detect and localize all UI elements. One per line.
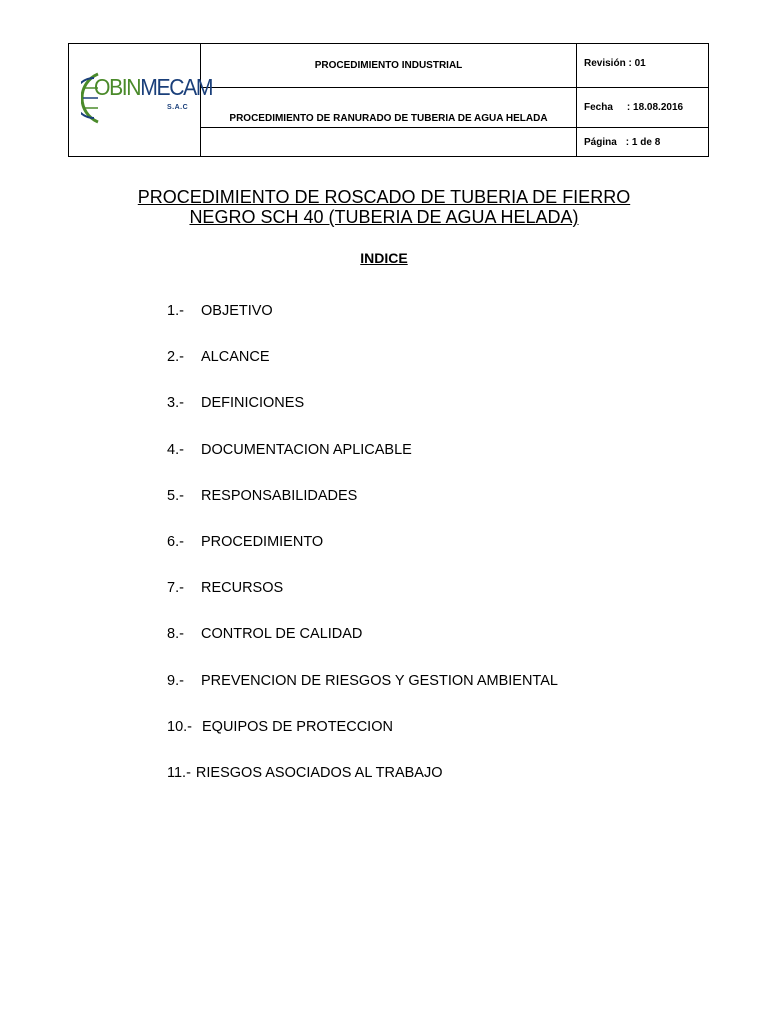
toc-item-label: PREVENCION DE RIESGOS Y GESTION AMBIENTAL — [201, 672, 558, 689]
toc-item-label: RESPONSABILIDADES — [201, 487, 358, 504]
toc-item — [167, 719, 558, 765]
page-field — [577, 128, 709, 157]
header-subtitle: PROCEDIMIENTO DE RANURADO DE TUBERIA DE AGUA HELADA — [201, 88, 577, 128]
revision-label: Revisión — [584, 58, 626, 69]
page-value: : 1 de 8 — [625, 136, 661, 148]
toc-item-number: 7.- — [167, 580, 184, 597]
toc-item — [167, 765, 558, 811]
toc-item-number: 3.- — [167, 395, 184, 412]
toc-item — [167, 673, 558, 719]
toc-item-number: 8.- — [167, 626, 184, 643]
toc-item-label: DEFINICIONES — [201, 395, 305, 412]
toc-item-label: RECURSOS — [201, 580, 284, 597]
toc-item — [167, 534, 558, 580]
document-header — [68, 43, 709, 157]
date-value: : 18.08.2016 — [626, 102, 684, 113]
page-label: Página — [584, 136, 617, 148]
toc-item — [167, 580, 558, 626]
date-field — [577, 88, 709, 128]
toc-item-label: CONTROL DE CALIDAD — [201, 626, 363, 643]
document-title — [0, 187, 768, 227]
header-empty-cell — [201, 128, 577, 157]
document-title-line2: NEGRO SCH 40 (TUBERIA DE AGUA HELADA) — [189, 207, 579, 227]
toc-item-label: DOCUMENTACION APLICABLE — [201, 441, 412, 458]
toc-item-number: 5.- — [167, 487, 184, 504]
index-heading: INDICE — [360, 250, 408, 266]
document-title-line1: PROCEDIMIENTO DE ROSCADO DE TUBERIA DE FIERRO — [137, 187, 631, 207]
table-of-contents — [167, 303, 558, 811]
toc-item-label: ALCANCE — [201, 349, 270, 366]
toc-item-number: 1.- — [167, 303, 184, 319]
toc-item-number: 6.- — [167, 533, 184, 550]
toc-item — [167, 395, 558, 441]
date-label: Fecha — [584, 102, 613, 113]
logo-wordmark: OBINMECAM — [94, 74, 213, 100]
toc-item-label: OBJETIVO — [201, 303, 273, 319]
company-logo — [81, 68, 213, 128]
toc-item — [167, 303, 558, 349]
toc-item-number: 11.- — [167, 764, 191, 781]
toc-item-label: RIESGOS ASOCIADOS AL TRABAJO — [195, 764, 443, 781]
toc-item-number: 2.- — [167, 349, 184, 366]
toc-item-number: 10.- — [167, 718, 192, 735]
logo-subtext: S.A.C — [167, 104, 189, 111]
toc-item — [167, 442, 558, 488]
toc-item-number: 9.- — [167, 672, 184, 689]
revision-value: : 01 — [628, 58, 646, 69]
toc-item-label: PROCEDIMIENTO — [201, 533, 324, 550]
toc-item-number: 4.- — [167, 441, 184, 458]
toc-item — [167, 488, 558, 534]
toc-item — [167, 349, 558, 395]
revision-field — [577, 44, 709, 88]
toc-item — [167, 626, 558, 672]
header-title: PROCEDIMIENTO INDUSTRIAL — [201, 44, 577, 88]
logo-cell — [69, 44, 213, 157]
toc-item-label: EQUIPOS DE PROTECCION — [202, 718, 393, 735]
